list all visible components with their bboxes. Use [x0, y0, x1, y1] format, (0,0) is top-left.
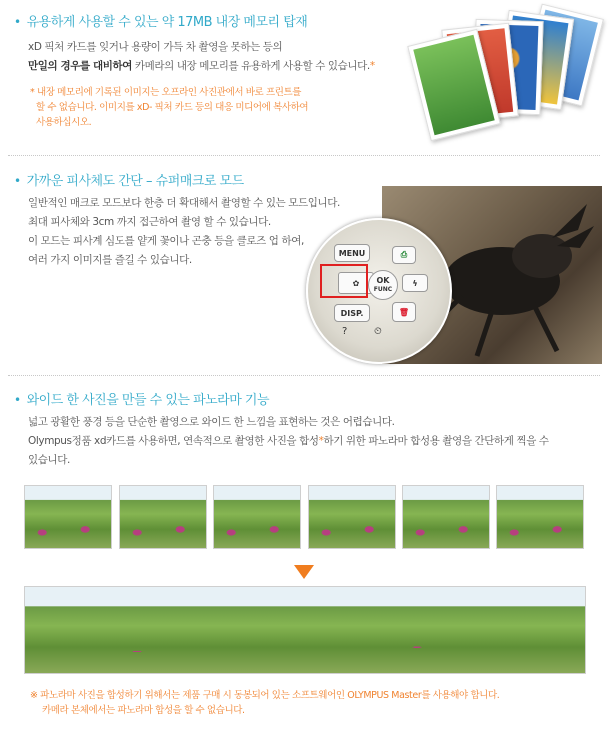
macro-line-4: 여러 가지 이미지를 즐길 수 있습니다. — [28, 254, 192, 266]
panorama-frame-photo — [402, 485, 490, 549]
bullet-icon: • — [14, 174, 21, 188]
camera-control-dial — [306, 218, 452, 364]
memory-description — [28, 38, 375, 76]
erase-button[interactable] — [392, 302, 416, 322]
flash-icon: ϟ — [412, 278, 418, 288]
memory-section — [0, 0, 610, 150]
photo-stack-image — [412, 4, 602, 144]
memory-bold-text: 만일의 경우를 대비하여 — [28, 60, 132, 72]
memory-note-line-3: 사용하십시오. — [36, 117, 92, 128]
help-icon: ? — [342, 326, 348, 337]
panorama-description — [28, 413, 549, 470]
panorama-note-line-2: 카메라 본체에서는 파노라마 합성을 할 수 없습니다. — [42, 705, 245, 716]
section-divider — [8, 375, 600, 376]
panorama-frame-photo — [213, 485, 301, 549]
panorama-source-photos — [24, 485, 586, 549]
panorama-frame-photo — [24, 485, 112, 549]
macro-heading: • 가까운 피사체도 간단 – 슈퍼매크로 모드 — [14, 174, 244, 189]
bullet-icon: • — [14, 15, 21, 29]
ok-func-button[interactable]: OK FUNC — [368, 270, 398, 300]
memory-note-line-1: * 내장 메모리에 기록된 이미지는 오프라인 사진관에서 바로 프린트를 — [30, 87, 302, 98]
memory-line-2: 만일의 경우를 대비하여 카메라의 내장 메모리를 유용하게 사용할 수 있습니다.* — [28, 60, 375, 72]
panorama-result-photo — [24, 586, 586, 674]
panorama-frame-photo — [308, 485, 396, 549]
macro-description — [28, 194, 340, 270]
panorama-frame-photo — [496, 485, 584, 549]
flash-button[interactable] — [402, 274, 428, 292]
memory-note-line-2: 할 수 없습니다. 이미지를 xD- 픽처 카드 등의 대응 미디어에 복사하여 — [36, 102, 309, 113]
bullet-icon: • — [14, 393, 21, 407]
down-arrow-icon — [294, 565, 314, 579]
self-timer-icon: ⏲ — [374, 326, 382, 337]
macro-line-2: 최대 피사체와 3cm 까지 접근하여 촬영 할 수 있습니다. — [28, 216, 271, 228]
panorama-line-2: Olympus정품 xd카드를 사용하면, 연속적으로 촬영한 사진을 합성*하기 위한 파노라마 합성용 촬영을 간단하게 찍을 수 — [28, 435, 549, 447]
macro-highlight-frame — [320, 264, 368, 298]
macro-section — [0, 160, 610, 380]
memory-note — [30, 85, 308, 130]
panorama-frame-photo — [119, 485, 207, 549]
panorama-note — [30, 688, 499, 718]
flower-icon: ✿ — [352, 278, 360, 288]
macro-line-1: 일반적인 매크로 모드보다 한층 더 확대해서 촬영할 수 있는 모드입니다. — [28, 197, 340, 209]
print-button[interactable] — [392, 246, 416, 264]
section-divider — [8, 155, 600, 156]
print-icon: ⎙ — [400, 250, 408, 259]
panorama-section — [0, 378, 610, 733]
memory-line-1: xD 픽처 카드를 잊거나 용량이 가득 차 촬영을 못하는 등의 — [28, 41, 283, 53]
menu-button[interactable]: MENU — [334, 244, 370, 262]
panorama-line-1: 넓고 광활한 풍경 등을 단순한 촬영으로 와이드 한 느낌을 표현하는 것은 어렵습니다. — [28, 416, 395, 428]
panorama-note-line-1: ※ 파노라마 사진을 합성하기 위해서는 제품 구매 시 동봉되어 있는 소프트웨어인 OLYMPUS Master를 사용해야 합니다. — [30, 690, 500, 701]
panorama-line-3: 있습니다. — [28, 454, 70, 466]
disp-button[interactable]: DISP. — [334, 304, 370, 322]
macro-line-3: 이 모드는 피사계 심도를 얕게 꽃이나 곤충 등을 클로즈 업 하여, — [28, 235, 304, 247]
camera-macro-image — [306, 186, 602, 364]
memory-heading: • 유용하게 사용할 수 있는 약 17MB 내장 메모리 탑재 — [14, 15, 308, 30]
trash-icon: 🗑 — [398, 307, 410, 317]
panorama-heading: • 와이드 한 사진을 만들 수 있는 파노라마 기능 — [14, 393, 270, 408]
